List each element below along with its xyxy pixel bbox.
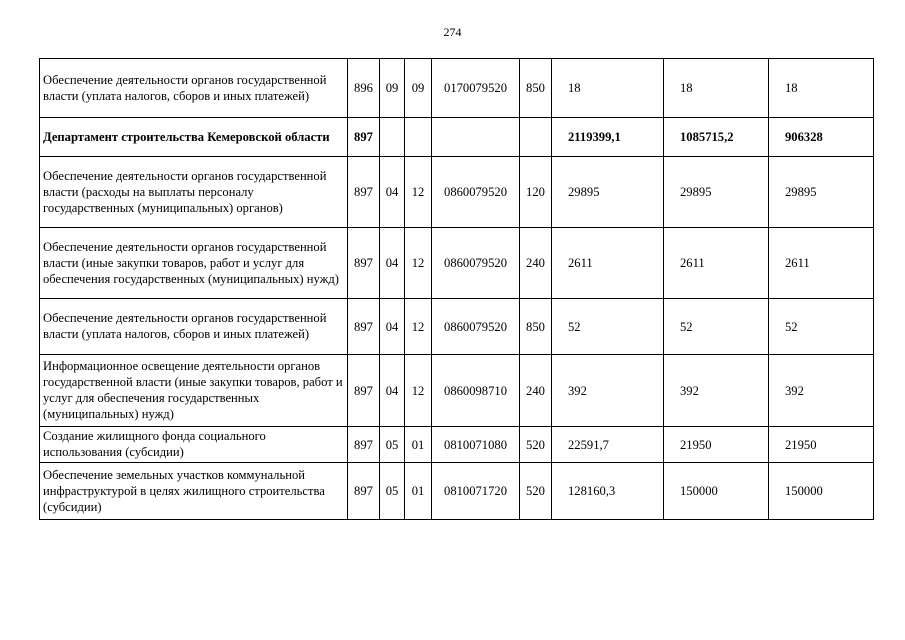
cell-section — [380, 118, 405, 157]
cell-amount-year3: 150000 — [769, 463, 874, 520]
cell-amount-year3: 906328 — [769, 118, 874, 157]
cell-ved: 896 — [348, 59, 380, 118]
cell-ved: 897 — [348, 157, 380, 228]
cell-section: 04 — [380, 355, 405, 427]
cell-amount-year1: 392 — [552, 355, 664, 427]
cell-ved: 897 — [348, 299, 380, 355]
cell-subsection: 12 — [405, 228, 432, 299]
cell-name: Обеспечение земельных участков коммунальной инфраструктурой в целях жилищного строительства (субсидии) — [40, 463, 348, 520]
cell-ved: 897 — [348, 427, 380, 463]
cell-subsection: 01 — [405, 463, 432, 520]
cell-name: Информационное освещение деятельности органов государственной власти (иные закупки товаров, работ и услуг для обеспечения государственных (муниципальных) нужд) — [40, 355, 348, 427]
cell-section: 05 — [380, 427, 405, 463]
page-number: 274 — [443, 25, 462, 39]
cell-subsection: 12 — [405, 157, 432, 228]
cell-amount-year3: 29895 — [769, 157, 874, 228]
cell-amount-year3: 18 — [769, 59, 874, 118]
cell-subsection: 01 — [405, 427, 432, 463]
cell-name: Департамент строительства Кемеровской области — [40, 118, 348, 157]
cell-ved: 897 — [348, 118, 380, 157]
cell-section: 04 — [380, 228, 405, 299]
cell-expense-type: 520 — [520, 427, 552, 463]
cell-amount-year1: 52 — [552, 299, 664, 355]
cell-target-article: 0860079520 — [432, 157, 520, 228]
cell-target-article: 0810071080 — [432, 427, 520, 463]
cell-expense-type: 520 — [520, 463, 552, 520]
cell-amount-year3: 392 — [769, 355, 874, 427]
cell-ved: 897 — [348, 228, 380, 299]
table-row — [40, 299, 874, 355]
cell-expense-type: 850 — [520, 299, 552, 355]
cell-amount-year1: 2119399,1 — [552, 118, 664, 157]
table-row — [40, 59, 874, 118]
table-row — [40, 463, 874, 520]
table-body — [40, 59, 874, 520]
cell-name: Создание жилищного фонда социального использования (субсидии) — [40, 427, 348, 463]
cell-expense-type: 120 — [520, 157, 552, 228]
table-row — [40, 427, 874, 463]
cell-section: 05 — [380, 463, 405, 520]
cell-amount-year2: 52 — [664, 299, 769, 355]
cell-name: Обеспечение деятельности органов государственной власти (уплата налогов, сборов и иных платежей) — [40, 59, 348, 118]
cell-amount-year3: 2611 — [769, 228, 874, 299]
table-row — [40, 228, 874, 299]
cell-section: 09 — [380, 59, 405, 118]
cell-target-article: 0170079520 — [432, 59, 520, 118]
cell-amount-year1: 29895 — [552, 157, 664, 228]
cell-amount-year3: 21950 — [769, 427, 874, 463]
cell-target-article: 0810071720 — [432, 463, 520, 520]
cell-ved: 897 — [348, 355, 380, 427]
cell-section: 04 — [380, 157, 405, 228]
cell-subsection: 09 — [405, 59, 432, 118]
cell-amount-year1: 18 — [552, 59, 664, 118]
cell-expense-type: 850 — [520, 59, 552, 118]
cell-target-article: 0860079520 — [432, 228, 520, 299]
cell-amount-year2: 29895 — [664, 157, 769, 228]
cell-subsection — [405, 118, 432, 157]
cell-amount-year2: 18 — [664, 59, 769, 118]
cell-amount-year2: 21950 — [664, 427, 769, 463]
cell-name: Обеспечение деятельности органов государственной власти (иные закупки товаров, работ и услуг для обеспечения государственных (муниципальных) нужд) — [40, 228, 348, 299]
cell-amount-year2: 150000 — [664, 463, 769, 520]
cell-amount-year1: 22591,7 — [552, 427, 664, 463]
cell-subsection: 12 — [405, 355, 432, 427]
cell-target-article: 0860098710 — [432, 355, 520, 427]
cell-expense-type: 240 — [520, 355, 552, 427]
table-row — [40, 118, 874, 157]
cell-ved: 897 — [348, 463, 380, 520]
cell-amount-year1: 2611 — [552, 228, 664, 299]
cell-expense-type — [520, 118, 552, 157]
cell-amount-year1: 128160,3 — [552, 463, 664, 520]
cell-amount-year2: 1085715,2 — [664, 118, 769, 157]
cell-target-article — [432, 118, 520, 157]
table-row — [40, 157, 874, 228]
cell-expense-type: 240 — [520, 228, 552, 299]
cell-amount-year2: 392 — [664, 355, 769, 427]
cell-subsection: 12 — [405, 299, 432, 355]
budget-table — [39, 58, 874, 520]
cell-name: Обеспечение деятельности органов государственной власти (расходы на выплаты персоналу государственных (муниципальных) органов) — [40, 157, 348, 228]
cell-target-article: 0860079520 — [432, 299, 520, 355]
cell-name: Обеспечение деятельности органов государственной власти (уплата налогов, сборов и иных платежей) — [40, 299, 348, 355]
cell-amount-year3: 52 — [769, 299, 874, 355]
cell-amount-year2: 2611 — [664, 228, 769, 299]
cell-section: 04 — [380, 299, 405, 355]
table-row — [40, 355, 874, 427]
